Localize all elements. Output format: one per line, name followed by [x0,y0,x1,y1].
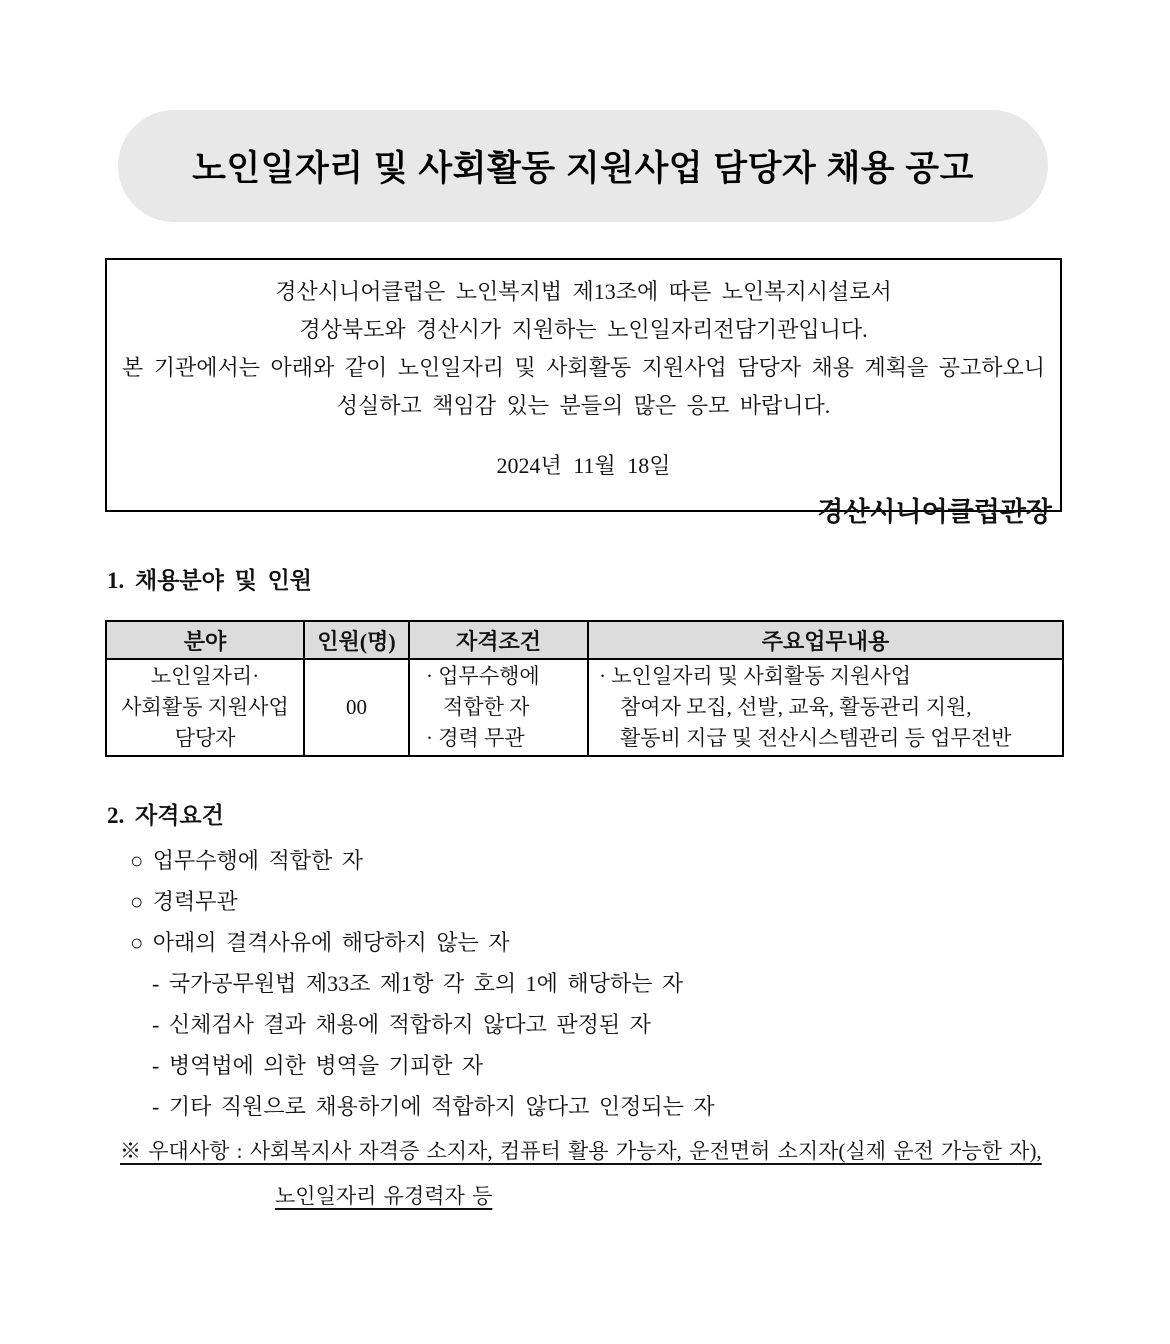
field-line: 담당자 [174,726,236,750]
notice-signature: 경산시니어클럽관장 [817,497,1052,527]
notice-line: 본 기관에서는 아래와 같이 노인일자리 및 사회활동 지원사업 담당자 채용 계획을 공고하오니 [121,355,1046,380]
section1-heading: 1. 채용분야 및 인원 [107,568,313,593]
requirements-list [0,840,1170,1127]
page-title: 노인일자리 및 사회활동 지원사업 담당자 채용 공고 [192,149,974,188]
title-banner [118,110,1048,222]
table-header-count: 인원(명) [304,621,409,659]
disqualification-item: - 병역법에 의한 병역을 기피한 자 [152,1053,484,1078]
document-page [0,110,1170,1344]
field-line: 노인일자리· [150,664,260,688]
duty-line: 활동비 지급 및 전산시스템관리 등 업무전반 [620,726,1012,750]
table-header-duties: 주요업무내용 [588,621,1063,659]
preferred-note [120,1129,1170,1219]
requirement-item: ○ 아래의 결격사유에 해당하지 않는 자 [130,930,510,955]
table-header-row [106,621,1063,659]
preferred-note-line: 노인일자리 유경력자 등 [275,1184,493,1208]
notice-line: 경산시니어클럽은 노인복지법 제13조에 따른 노인복지시설로서 [275,279,892,304]
recruitment-table [105,620,1064,757]
duty-line: 참여자 모집, 선발, 교육, 활동관리 지원, [620,695,972,719]
disqualification-item: - 기타 직원으로 채용하기에 적합하지 않다고 인정되는 자 [152,1094,715,1119]
qualification-line: · 경력 무관 [426,726,525,750]
disqualification-item: - 신체검사 결과 채용에 적합하지 않다고 판정된 자 [152,1012,651,1037]
notice-date: 2024년 11월 18일 [496,453,671,478]
cell-count: 00 [304,659,409,756]
cell-field [106,659,304,756]
qualification-line: · 업무수행에 [426,664,540,688]
table-row [106,659,1063,756]
preferred-note-line: ※ 우대사항 : 사회복지사 자격증 소지자, 컴퓨터 활용 가능자, 운전면허 소지자(실제 운전 가능한 자), [120,1139,1042,1163]
field-line: 사회활동 지원사업 [121,695,289,719]
cell-qualification [409,659,588,756]
qualification-line: 적합한 자 [443,695,530,719]
table-header-field: 분야 [106,621,304,659]
section2-heading: 2. 자격요건 [107,803,224,828]
requirement-item: ○ 경력무관 [130,889,238,914]
notice-line: 성실하고 책임감 있는 분들의 많은 응모 바랍니다. [336,393,831,418]
requirement-item: ○ 업무수행에 적합한 자 [130,848,364,873]
disqualification-item: - 국가공무원법 제33조 제1항 각 호의 1에 해당하는 자 [152,971,684,996]
notice-line: 경상북도와 경산시가 지원하는 노인일자리전담기관입니다. [299,317,868,342]
cell-duties [588,659,1063,756]
duty-line: · 노인일자리 및 사회활동 지원사업 [599,664,911,688]
table-header-qualification: 자격조건 [409,621,588,659]
notice-box [105,258,1062,527]
